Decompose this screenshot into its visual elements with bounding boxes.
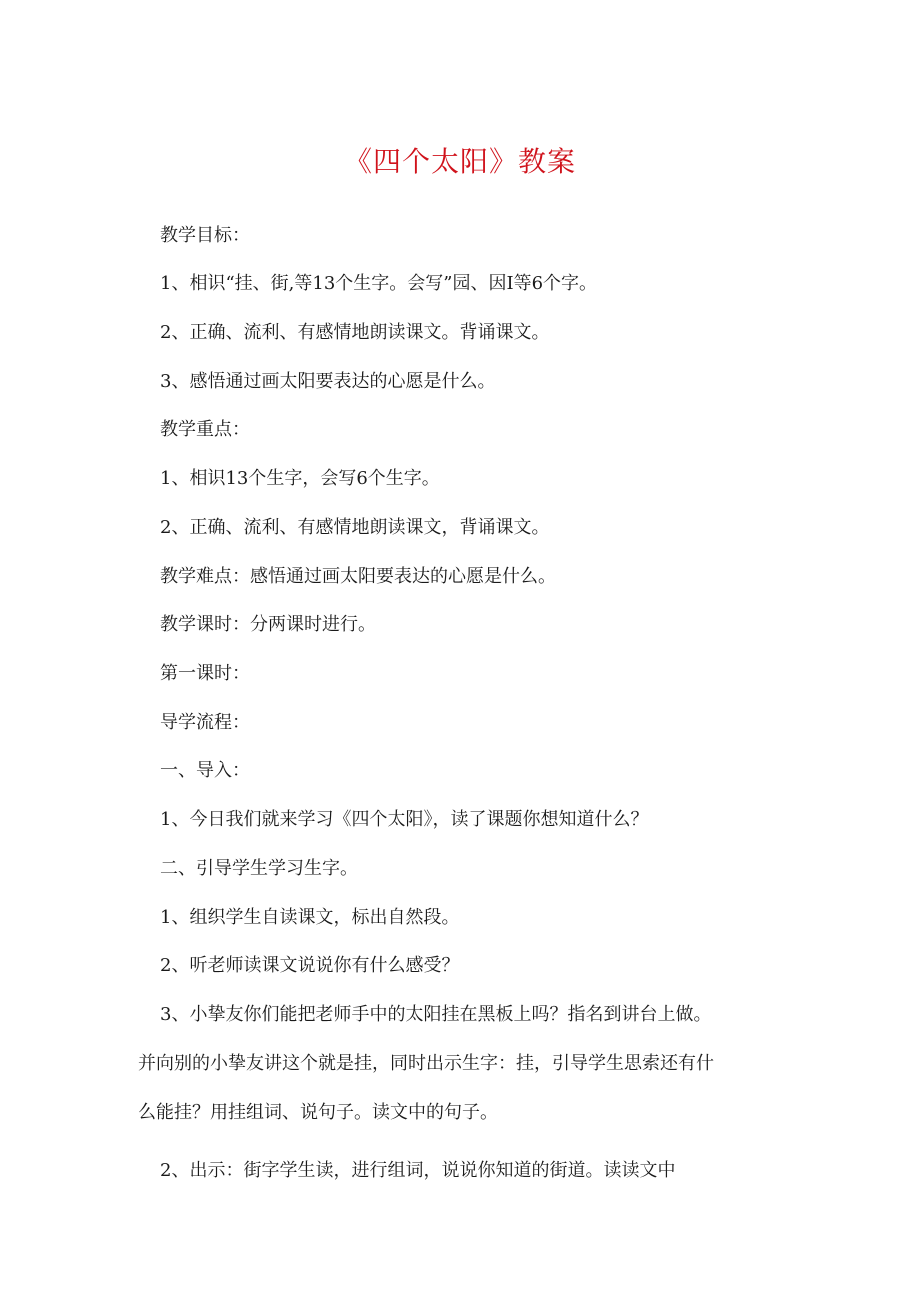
characters-item-4: 2、出示：街字学生读，进行组词，说说你知道的街道。读读文中 xyxy=(160,1160,676,1181)
characters-item-1: 1、组织学生自读课文，标出自然段。 xyxy=(160,907,460,928)
characters-item-3-cont-2: 么能挂？用挂组词、说句子。读文中的句子。 xyxy=(138,1102,498,1123)
section-characters-heading: 二、引导学生学习生字。 xyxy=(160,858,358,879)
first-lesson-heading: 第一课时： xyxy=(160,663,250,684)
characters-item-3-cont-1: 并向别的小挚友讲这个就是挂，同时出示生字：挂，引导学生思索还有什 xyxy=(138,1053,714,1074)
intro-item-1: 1、今日我们就来学习《四个太阳》，读了课题你想知道什么？ xyxy=(160,809,649,830)
teaching-hours: 教学课时：分两课时进行。 xyxy=(160,614,376,635)
goal-item-1: 1、相识“挂、街,等13个生字。会写”园、因I等6个字。 xyxy=(160,273,598,294)
document-title: 《四个太阳》教案 xyxy=(343,145,576,178)
heading-teaching-focus: 教学重点： xyxy=(160,419,250,440)
goal-item-3: 3、感悟通过画太阳要表达的心愿是什么。 xyxy=(160,371,496,392)
focus-item-1: 1、相识13个生字，会写6个生字。 xyxy=(160,468,440,489)
characters-item-3: 3、小挚友你们能把老师手中的太阳挂在黑板上吗？指名到讲台上做。 xyxy=(160,1004,712,1025)
focus-item-2: 2、正确、流利、有感情地朗读课文，背诵课文。 xyxy=(160,517,550,538)
heading-teaching-goals: 教学目标： xyxy=(160,225,250,246)
goal-item-2: 2、正确、流利、有感情地朗读课文。背诵课文。 xyxy=(160,322,550,343)
characters-item-2: 2、听老师读课文说说你有什么感受？ xyxy=(160,955,460,976)
section-intro-heading: 一、导入： xyxy=(160,760,250,781)
guided-process-heading: 导学流程： xyxy=(160,712,250,733)
teaching-difficulty: 教学难点：感悟通过画太阳要表达的心愿是什么。 xyxy=(160,566,556,587)
